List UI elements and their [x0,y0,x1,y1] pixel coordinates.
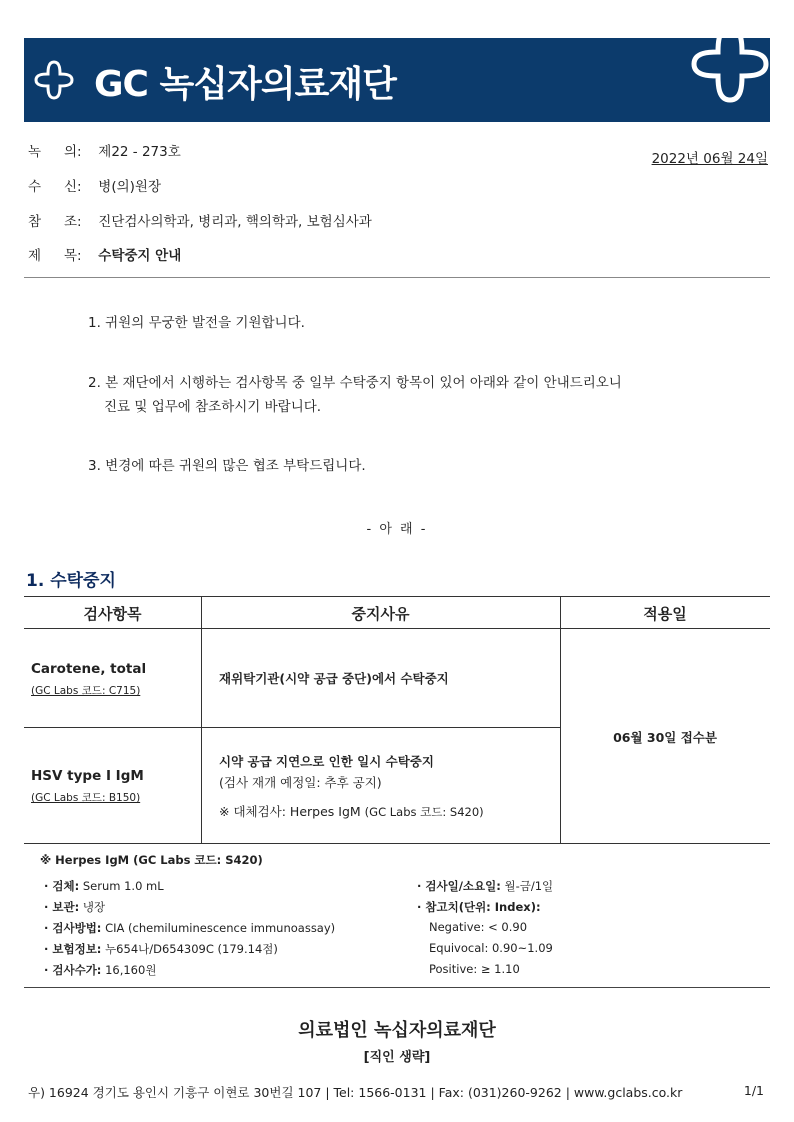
footer-address: 우) 16924 경기도 용인시 기흥구 이현로 30번길 107 | Tel: 1566-0131 | Fax: (031)260-9262 | www.gclabs.co.kr [28,1085,683,1100]
recipient-row: 수 신: 병(의)원장 [28,179,161,195]
note-right-item: Negative: < 0.90 [429,920,528,934]
foundation-name: 의료법인 녹십자의료재단 [298,1020,496,1041]
note-title: ※ Herpes IgM (GC Labs 코드: S420) [40,853,263,867]
document-date: 2022년 06월 24일 [651,151,768,167]
note-right-item: · 참고치(단위: Index): [417,900,541,914]
table-header-reason: 중지사유 [351,605,410,623]
cross-logo-icon [32,58,76,102]
reference: 진단검사의학과, 병리과, 핵의학과, 보험심사과 [98,214,372,230]
brand-title: GC 녹십자의료재단 [94,64,396,105]
table-row-2-alt: ※ 대체검사: Herpes IgM (GC Labs 코드: S420) [219,804,484,819]
paragraph-2-line-1: 2. 본 재단에서 시행하는 검사항목 중 일부 수탁중지 항목이 있어 아래와 같이 안내드리오니 [88,375,622,391]
table-bottom-border [24,843,770,844]
table-header-item: 검사항목 [83,605,142,623]
ara-heading: - 아 래 - [366,522,428,537]
doc-number-row: 녹 의: 제22 - 273호 [28,144,181,160]
reference-row: 참 조: 진단검사의학과, 병리과, 핵의학과, 보험심사과 [28,214,372,230]
seal-note: [직인 생략] [363,1050,431,1065]
doc-number: 제22 - 273호 [98,144,181,160]
table-row-1-code: (GC Labs 코드: C715) [31,685,141,697]
page-number: 1/1 [743,1083,764,1098]
note-right-item: Equivocal: 0.90~1.09 [429,941,553,955]
header-banner [24,38,770,122]
note-left-item: · 보관: 냉장 [44,900,106,914]
paragraph-1: 1. 귀원의 무궁한 발전을 기원합니다. [88,315,305,331]
paragraph-2-line-2: 진료 및 업무에 참조하시기 바랍니다. [104,399,322,415]
table-row-2-name: HSV type Ⅰ IgM [31,768,144,784]
table-col-divider-1 [201,596,202,843]
table-top-border [24,596,770,597]
table-row-2-reason: 시약 공급 지연으로 인한 일시 수탁중지 [219,754,434,769]
paragraph-3: 3. 변경에 따른 귀원의 많은 협조 부탁드립니다. [88,458,366,474]
subject-row: 제 목: 수탁중지 안내 [28,248,182,264]
table-row-2-reason-sub: (검사 재개 예정일: 추후 공지) [219,775,382,790]
note-right-item: · 검사일/소요일: 월-금/1일 [417,879,554,893]
note-left-item: · 검사방법: CIA (chemiluminescence immunoassay) [44,921,336,935]
table-header-date: 적용일 [643,605,687,623]
note-left-item: · 검체: Serum 1.0 mL [44,879,164,893]
note-right-item: Positive: ≥ 1.10 [429,962,520,976]
note-left-item: · 보험정보: 누654나/D654309C (179.14점) [44,942,278,956]
section-title: 1. 수탁중지 [26,571,116,591]
table-row-divider [24,727,560,728]
recipient: 병(의)원장 [98,179,161,195]
table-row-1-name: Carotene, total [31,661,147,677]
subject: 수탁중지 안내 [98,248,182,264]
note-divider [24,987,770,988]
divider [24,277,770,278]
note-left-item: · 검사수가: 16,160원 [44,963,157,977]
table-col-divider-2 [560,596,561,843]
table-header-border [24,628,770,629]
table-row-2-code: (GC Labs 코드: B150) [31,792,141,804]
cross-watermark-icon [684,38,770,122]
table-row-1-reason: 재위탁기관(시약 공급 중단)에서 수탁중지 [219,671,449,686]
apply-date: 06월 30일 접수분 [613,730,717,745]
